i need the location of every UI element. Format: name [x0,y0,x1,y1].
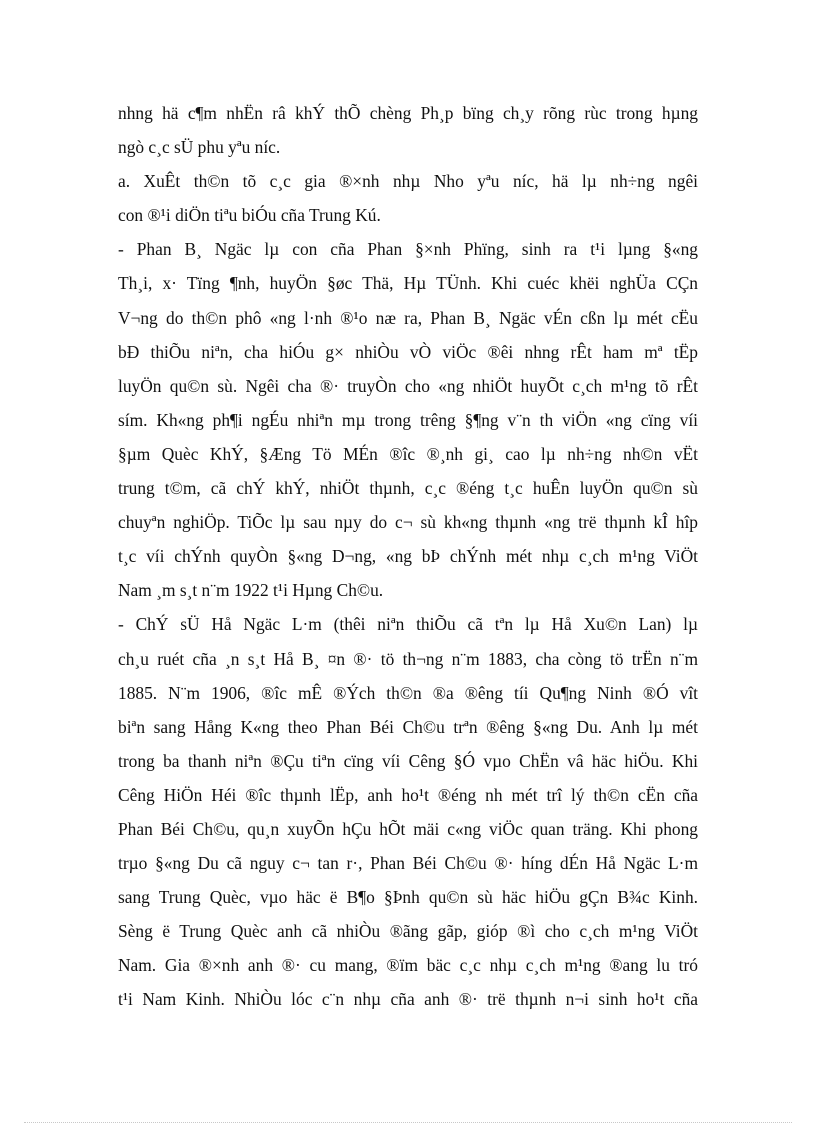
text-line: chuyªn nghiÖp. TiÕc lµ sau nµy do c¬ sù kh«ng thµnh «ng trë thµnh kÎ hîp [118,512,698,533]
text-line: sím. Kh«ng ph¶i ngÉu nhiªn mµ trong trêng §¶ng v¨n th viÖn «ng cïng víi [118,409,698,430]
text-line: Nam ¸m s¸t n¨m 1922 t¹i Hµng Ch©u. [118,580,384,601]
text-line: bÐ thiÕu niªn, cha hiÓu g× nhiÒu vÒ viÖc ®êi nhng rÊt ham mª tËp [118,341,698,362]
text-line: - Phan B¸ Ngäc lµ con cña Phan §×nh Phïng, sinh ra t¹i lµng §«ng [118,239,698,260]
text-line: ngò c¸c sÜ phu yªu níc. [118,137,281,158]
text-line: trµo §«ng Du cã nguy c¬ tan r·, Phan Béi Ch©u ®· híng dÉn Hå Ngäc L·m [118,853,698,874]
text-line: Th¸i, x· Tïng ¶nh, huyÖn §øc Thä, Hµ TÜnh. Khi cuéc khëi nghÜa CÇn [118,273,698,294]
text-line: Sèng ë Trung Quèc anh cã nhiÒu ®ãng gãp, gióp ®ì cho c¸ch m¹ng ViÖt [118,921,698,942]
text-line: biªn sang Hång K«ng theo Phan Béi Ch©u trªn ®êng §«ng Du. Anh lµ mét [118,716,698,737]
text-line: Cêng HiÖn Héi ®îc thµnh lËp, anh ho¹t ®éng nh mét trî lý th©n cËn cña [118,784,698,805]
body-text [118,96,698,1017]
text-line: con ®¹i diÖn tiªu biÓu cña Trung Kú. [118,205,381,226]
text-line: - ChÝ sÜ Hå Ngäc L·m (thêi niªn thiÕu cã tªn lµ Hå Xu©n Lan) lµ [118,614,698,635]
text-line: Nam. Gia ®×nh anh ®· cu mang, ®ïm bäc c¸c nhµ c¸ch m¹ng ®ang lu tró [118,955,698,976]
text-line: Phan Béi Ch©u, qu¸n xuyÕn hÇu hÕt mäi c«ng viÖc quan träng. Khi phong [118,818,698,839]
text-line: sang Trung Quèc, vµo häc ë B¶o §Þnh qu©n sù häc hiÖu gÇn B¾c Kinh. [118,887,698,908]
text-line: luyÖn qu©n sù. Ngêi cha ®· truyÒn cho «ng nhiÖt huyÕt c¸ch m¹ng tõ rÊt [118,375,698,396]
text-line: ch¸u ruét cña ¸n s¸t Hå B¸ ¤n ®· tö th¬ng n¨m 1883, cha còng tö trËn n¨m [118,648,698,669]
text-line: nhng hä c¶m nhËn râ khÝ thÕ chèng Ph¸p bïng ch¸y rõng rùc trong hµng [118,103,698,123]
text-line: §µm Quèc KhÝ, §Æng Tö MÉn ®îc ®¸nh gi¸ cao lµ nh÷ng nh©n vËt [118,443,698,464]
text-line: a. XuÊt th©n tõ c¸c gia ®×nh nhµ Nho yªu níc, hä lµ nh÷ng ngêi [118,171,698,192]
text-line: trong ba thanh niªn ®Çu tiªn cïng víi Cêng §Ó vµo ChËn vâ häc hiÖu. Khi [118,750,698,771]
text-line: trung t©m, cã chÝ khÝ, nhiÖt thµnh, c¸c ®éng t¸c huÊn luyÖn qu©n sù [118,478,698,499]
text-line: t¹i Nam Kinh. NhiÒu lóc c¨n nhµ cña anh ®· trë thµnh n¬i sinh ho¹t cña [118,989,698,1010]
text-line: V¬ng do th©n phô «ng l·nh ®¹o næ ra, Phan B¸ Ngäc vÉn cßn lµ mét cËu [118,307,698,328]
text-line: t¸c víi chÝnh quyÒn §«ng D¬ng, «ng bÞ chÝnh mét nhµ c¸ch m¹ng ViÖt [118,546,698,567]
text-line: 1885. N¨m 1906, ®îc mÊ ®Ých th©n ®a ®êng tíi Qu¶ng Ninh ®Ó vît [118,682,698,703]
